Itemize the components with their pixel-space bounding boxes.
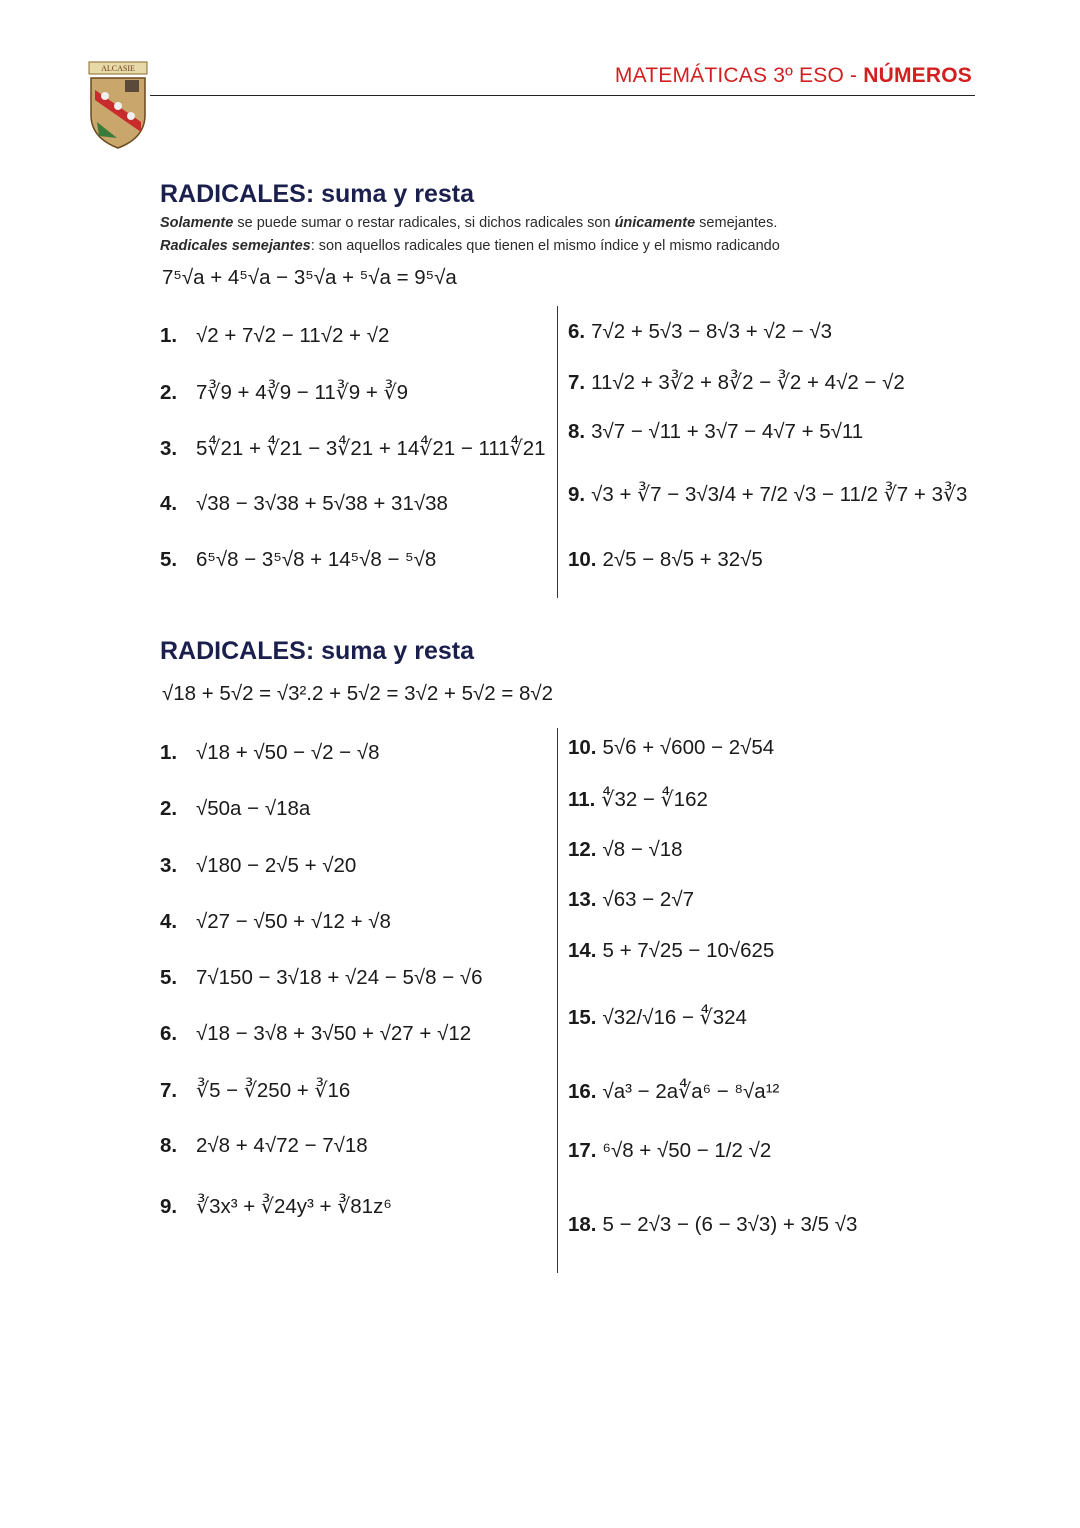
exercise-expression: √32/√16 − ∜324: [602, 1006, 747, 1029]
note1-end: semejantes.: [695, 215, 778, 231]
exercise-expression: √180 − 2√5 + √20: [196, 854, 357, 877]
exercise-item: [568, 370, 967, 420]
exercise-number: 10.: [568, 736, 597, 759]
exercise-number: 4.: [160, 910, 178, 933]
section2-title: RADICALES: suma y resta: [160, 637, 474, 665]
exercise-expression: ∛5 − ∛250 + ∛16: [196, 1079, 351, 1102]
exercise-expression: √63 − 2√7: [602, 888, 694, 911]
exercise-number: 11.: [568, 788, 596, 811]
exercise-item: [160, 741, 483, 797]
section2-right-list: [568, 736, 857, 1263]
section2-column-divider: [557, 728, 558, 1273]
exercise-expression: 5∜21 + ∜21 − 3∜21 + 14∜21 − 111∜21: [196, 437, 546, 460]
header-title: [615, 64, 972, 88]
exercise-number: 4.: [160, 492, 178, 515]
exercise-number: 5.: [160, 548, 178, 571]
exercise-item: [160, 492, 546, 548]
exercise-expression: 7√2 + 5√3 − 8√3 + √2 − √3: [591, 320, 833, 343]
exercise-number: 13.: [568, 888, 597, 911]
exercise-number: 7.: [568, 371, 586, 394]
note2-bold: Radicales semejantes: [160, 238, 311, 254]
section1-right-list: [568, 320, 967, 598]
exercise-number: 17.: [568, 1139, 597, 1162]
exercise-expression: ∜32 − ∜162: [601, 788, 708, 811]
exercise-expression: √38 − 3√38 + 5√38 + 31√38: [196, 492, 448, 515]
exercise-number: 6.: [160, 1022, 178, 1045]
section2-left-list: [160, 741, 483, 1244]
exercise-number: 3.: [160, 854, 178, 877]
exercise-item: [160, 324, 546, 380]
exercise-number: 2.: [160, 381, 178, 404]
exercise-expression: √3 + ∛7 − 3√3/4 + 7/2 √3 − 11/2 ∛7 + 3∛3: [591, 483, 968, 506]
exercise-expression: 2√5 − 8√5 + 32√5: [602, 548, 763, 571]
exercise-item: [568, 1139, 857, 1213]
exercise-number: 9.: [160, 1195, 178, 1218]
note1-bold: Solamente: [160, 215, 234, 231]
section1-note-2: [160, 238, 780, 254]
header-divider: [150, 95, 975, 96]
exercise-number: 9.: [568, 483, 586, 506]
exercise-item: [568, 787, 857, 838]
section1-example: 7⁵√a + 4⁵√a − 3⁵√a + ⁵√a = 9⁵√a: [162, 266, 457, 289]
exercise-expression: 7√150 − 3√18 + √24 − 5√8 − √6: [196, 966, 483, 989]
exercise-number: 10.: [568, 548, 597, 571]
exercise-item: [568, 1079, 857, 1139]
section1-left-list: [160, 324, 546, 604]
exercise-item: [160, 1078, 483, 1134]
note2-text: : son aquellos radicales que tienen el mismo índice y el mismo radicando: [310, 238, 780, 254]
exercise-item: [568, 320, 967, 370]
header-topic: NÚMEROS: [863, 64, 972, 87]
exercise-item: [160, 910, 483, 966]
exercise-item: [160, 854, 483, 910]
exercise-item: [160, 380, 546, 436]
exercise-number: 1.: [160, 741, 178, 764]
exercise-expression: 3√7 − √11 + 3√7 − 4√7 + 5√11: [591, 420, 864, 443]
exercise-number: 3.: [160, 437, 178, 460]
exercise-number: 14.: [568, 939, 597, 962]
exercise-number: 2.: [160, 797, 178, 820]
exercise-expression: ⁶√8 + √50 − 1/2 √2: [602, 1139, 772, 1162]
exercise-item: [160, 797, 483, 854]
exercise-expression: √a³ − 2a∜a⁶ − ⁸√a¹²: [602, 1080, 780, 1103]
exercise-number: 5.: [160, 966, 178, 989]
exercise-expression: 5√6 + √600 − 2√54: [602, 736, 775, 759]
exercise-number: 18.: [568, 1213, 597, 1236]
exercise-item: [568, 482, 967, 548]
exercise-expression: 6⁵√8 − 3⁵√8 + 14⁵√8 − ⁵√8: [196, 548, 437, 571]
exercise-number: 7.: [160, 1079, 178, 1102]
exercise-item: [568, 838, 857, 888]
exercise-item: [568, 1213, 857, 1263]
exercise-item: [160, 966, 483, 1022]
exercise-item: [568, 939, 857, 1005]
exercise-expression: 7∛9 + 4∛9 − 11∛9 + ∛9: [196, 381, 409, 404]
exercise-expression: √27 − √50 + √12 + √8: [196, 910, 391, 933]
exercise-expression: √18 − 3√8 + 3√50 + √27 + √12: [196, 1022, 472, 1045]
exercise-expression: √8 − √18: [602, 838, 683, 861]
note1-bold2: únicamente: [614, 215, 696, 231]
exercise-item: [568, 420, 967, 482]
exercise-number: 12.: [568, 838, 597, 861]
exercise-number: 8.: [160, 1134, 178, 1157]
exercise-number: 16.: [568, 1080, 597, 1103]
exercise-item: [160, 1134, 483, 1194]
exercise-expression: 5 + 7√25 − 10√625: [602, 939, 775, 962]
section2-example: √18 + 5√2 = √3².2 + 5√2 = 3√2 + 5√2 = 8√2: [162, 682, 554, 705]
exercise-expression: 5 − 2√3 − (6 − 3√3) + 3/5 √3: [602, 1213, 858, 1236]
section1-note-1: [160, 215, 777, 231]
note1-text: se puede sumar o restar radicales, si dichos radicales son: [233, 215, 615, 231]
exercise-expression: 11√2 + 3∛2 + 8∛2 − ∛2 + 4√2 − √2: [591, 371, 905, 394]
exercise-item: [568, 1005, 857, 1079]
exercise-number: 8.: [568, 420, 586, 443]
exercise-expression: ∛3x³ + ∛24y³ + ∛81z⁶: [196, 1195, 392, 1218]
exercise-number: 1.: [160, 324, 178, 347]
svg-text:ALCASIE: ALCASIE: [101, 64, 135, 73]
exercise-item: [568, 888, 857, 939]
exercise-item: [568, 548, 967, 598]
exercise-item: [568, 736, 857, 787]
exercise-item: [160, 1194, 483, 1244]
exercise-expression: √18 + √50 − √2 − √8: [196, 741, 380, 764]
exercise-expression: √2 + 7√2 − 11√2 + √2: [196, 324, 390, 347]
school-crest-logo: [87, 60, 149, 150]
header-subject: MATEMÁTICAS 3º ESO -: [614, 64, 864, 87]
exercise-number: 6.: [568, 320, 586, 343]
exercise-item: [160, 436, 546, 492]
exercise-expression: 2√8 + 4√72 − 7√18: [196, 1134, 368, 1157]
exercise-number: 15.: [568, 1006, 597, 1029]
section1-title: RADICALES: suma y resta: [160, 180, 474, 208]
exercise-expression: √50a − √18a: [196, 797, 311, 820]
exercise-item: [160, 548, 546, 604]
section1-column-divider: [557, 306, 558, 598]
exercise-item: [160, 1022, 483, 1078]
